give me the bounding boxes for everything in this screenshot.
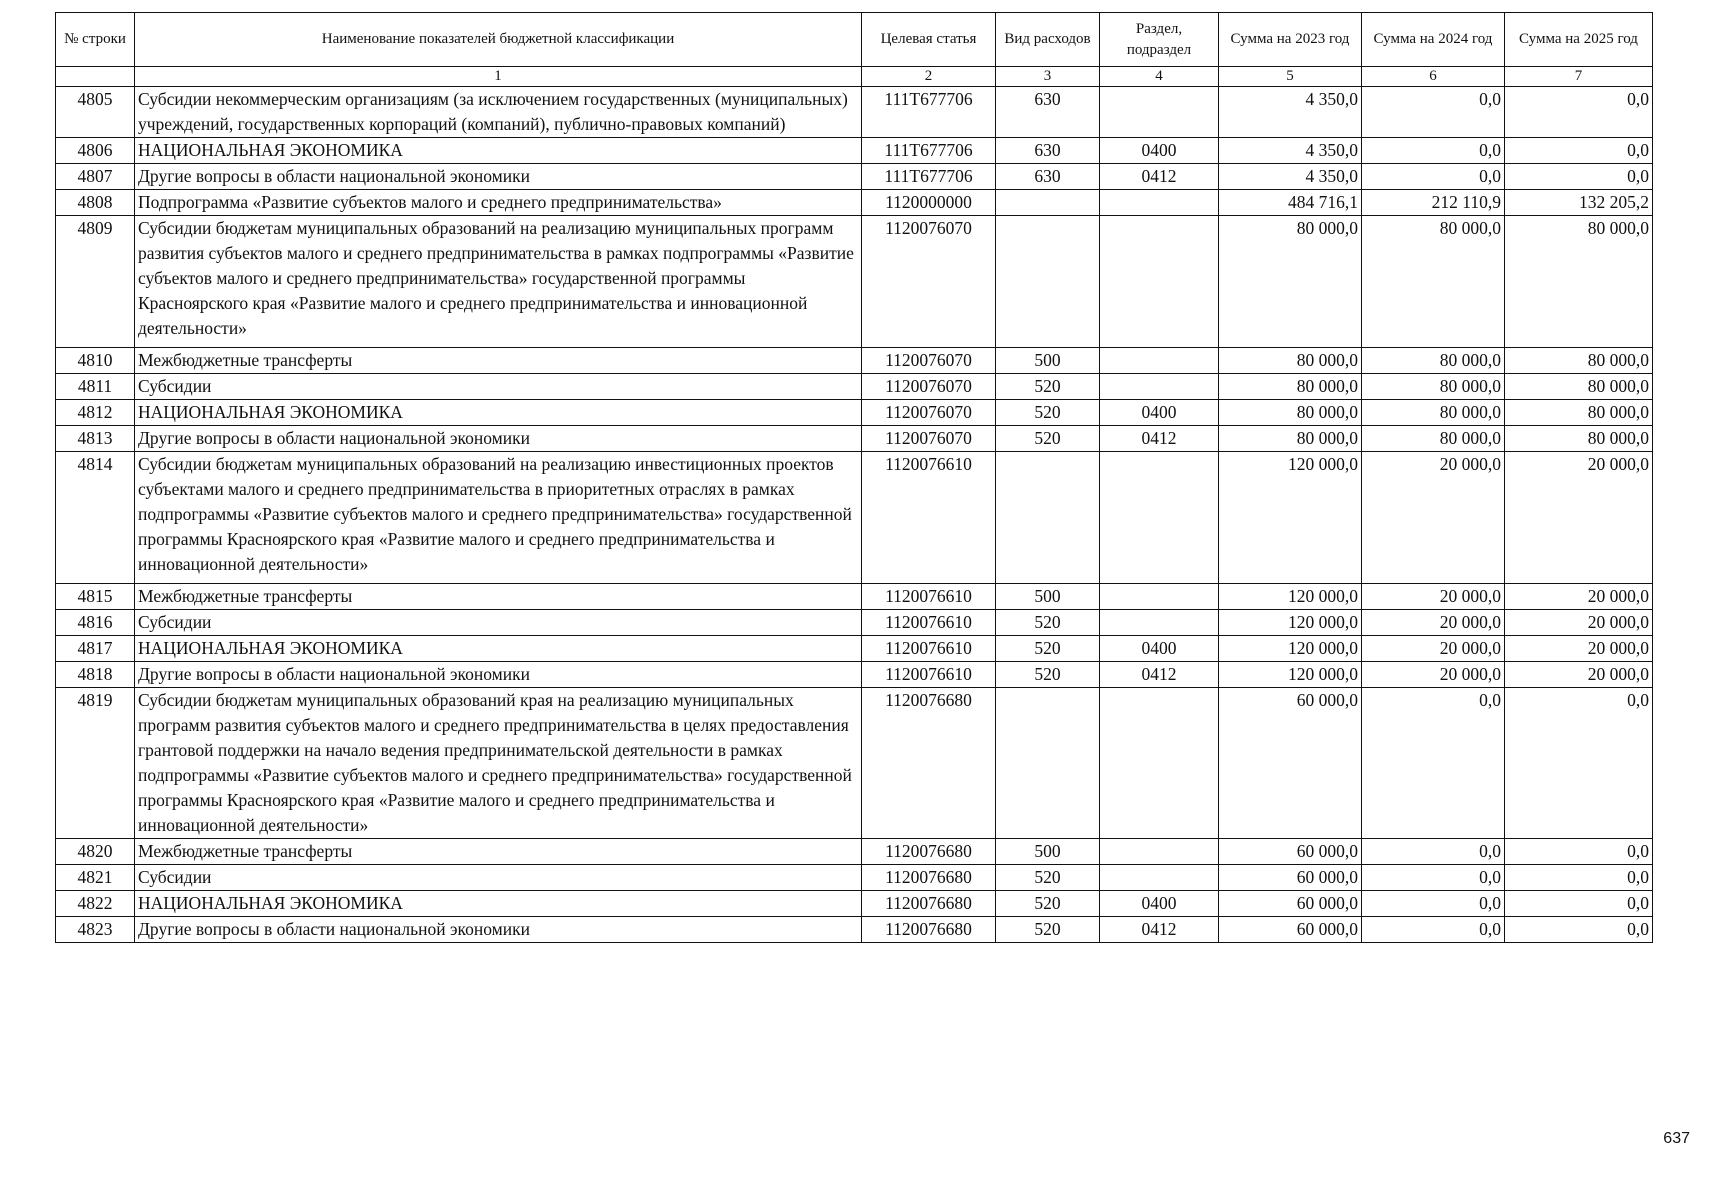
table-body — [56, 87, 1653, 943]
table-row — [56, 374, 1653, 400]
row-number: 4805 — [56, 87, 135, 138]
section-code: 0412 — [1100, 662, 1219, 688]
target-article: 1120076680 — [862, 839, 996, 865]
row-number: 4815 — [56, 584, 135, 610]
indicator-name: Межбюджетные трансферты — [135, 584, 862, 610]
sum-2024: 0,0 — [1362, 138, 1505, 164]
section-code — [1100, 452, 1219, 584]
row-number: 4823 — [56, 917, 135, 943]
indicator-name: Субсидии — [135, 374, 862, 400]
sum-2024: 0,0 — [1362, 891, 1505, 917]
row-number: 4816 — [56, 610, 135, 636]
table-row — [56, 917, 1653, 943]
indicator-name: Другие вопросы в области национальной экономики — [135, 917, 862, 943]
sum-2024: 0,0 — [1362, 87, 1505, 138]
section-code — [1100, 688, 1219, 839]
section-code — [1100, 865, 1219, 891]
sum-2024: 212 110,9 — [1362, 190, 1505, 216]
header-indicator-name: Наименование показателей бюджетной классификации — [135, 13, 862, 67]
header-expense-type: Вид расходов — [996, 13, 1100, 67]
sum-2025: 0,0 — [1505, 87, 1653, 138]
expense-type: 520 — [996, 610, 1100, 636]
table-row — [56, 452, 1653, 584]
sum-2024: 20 000,0 — [1362, 452, 1505, 584]
target-article: 1120076610 — [862, 610, 996, 636]
target-article: 1120076680 — [862, 891, 996, 917]
expense-type: 500 — [996, 584, 1100, 610]
table-row — [56, 216, 1653, 348]
header-row-number: № строки — [56, 13, 135, 67]
table-row — [56, 400, 1653, 426]
table-row — [56, 164, 1653, 190]
expense-type — [996, 688, 1100, 839]
target-article: 1120076680 — [862, 865, 996, 891]
column-number: 3 — [996, 67, 1100, 87]
indicator-name: Подпрограмма «Развитие субъектов малого и среднего предпринимательства» — [135, 190, 862, 216]
section-code: 0400 — [1100, 400, 1219, 426]
section-code: 0400 — [1100, 138, 1219, 164]
indicator-name: НАЦИОНАЛЬНАЯ ЭКОНОМИКА — [135, 891, 862, 917]
table-row — [56, 348, 1653, 374]
table-row — [56, 190, 1653, 216]
expense-type: 520 — [996, 400, 1100, 426]
table-row — [56, 584, 1653, 610]
sum-2023: 4 350,0 — [1219, 138, 1362, 164]
target-article: 1120076070 — [862, 348, 996, 374]
sum-2023: 120 000,0 — [1219, 452, 1362, 584]
row-number: 4812 — [56, 400, 135, 426]
target-article: 1120076070 — [862, 374, 996, 400]
expense-type — [996, 452, 1100, 584]
row-number: 4819 — [56, 688, 135, 839]
sum-2025: 132 205,2 — [1505, 190, 1653, 216]
row-number: 4807 — [56, 164, 135, 190]
target-article: 1120076070 — [862, 426, 996, 452]
sum-2024: 80 000,0 — [1362, 374, 1505, 400]
sum-2024: 80 000,0 — [1362, 216, 1505, 348]
column-number: 7 — [1505, 67, 1653, 87]
row-number: 4820 — [56, 839, 135, 865]
sum-2023: 80 000,0 — [1219, 348, 1362, 374]
sum-2023: 60 000,0 — [1219, 917, 1362, 943]
column-number: 4 — [1100, 67, 1219, 87]
column-number: 5 — [1219, 67, 1362, 87]
target-article: 1120076070 — [862, 400, 996, 426]
section-code — [1100, 190, 1219, 216]
row-number: 4822 — [56, 891, 135, 917]
section-code — [1100, 87, 1219, 138]
sum-2025: 80 000,0 — [1505, 348, 1653, 374]
sum-2025: 0,0 — [1505, 164, 1653, 190]
row-number: 4811 — [56, 374, 135, 400]
expense-type — [996, 190, 1100, 216]
indicator-name: Субсидии бюджетам муниципальных образований на реализацию инвестиционных проектов субъектами малого и среднего предпринимательства в приоритетных отраслях в рамках подпрограммы «Развитие субъектов малого и среднего предпринимательства» государственной программы Красноярского края «Развитие малого и среднего предпринимательства и инновационной деятельности» — [135, 452, 862, 584]
row-number: 4808 — [56, 190, 135, 216]
indicator-name: Субсидии некоммерческим организациям (за исключением государственных (муниципальных) учреждений, государственных корпораций (компаний), публично-правовых компаний) — [135, 87, 862, 138]
column-number: 1 — [135, 67, 862, 87]
target-article: 111Т677706 — [862, 164, 996, 190]
row-number: 4810 — [56, 348, 135, 374]
sum-2024: 0,0 — [1362, 917, 1505, 943]
header-sum-2025: Сумма на 2025 год — [1505, 13, 1653, 67]
sum-2024: 20 000,0 — [1362, 636, 1505, 662]
sum-2025: 80 000,0 — [1505, 216, 1653, 348]
table-row — [56, 839, 1653, 865]
target-article: 111Т677706 — [862, 87, 996, 138]
expense-type: 520 — [996, 865, 1100, 891]
section-code — [1100, 348, 1219, 374]
header-section: Раздел, подраздел — [1100, 13, 1219, 67]
expense-type: 630 — [996, 164, 1100, 190]
section-code: 0412 — [1100, 164, 1219, 190]
sum-2025: 20 000,0 — [1505, 584, 1653, 610]
sum-2023: 120 000,0 — [1219, 610, 1362, 636]
sum-2023: 60 000,0 — [1219, 839, 1362, 865]
table-row — [56, 138, 1653, 164]
indicator-name: НАЦИОНАЛЬНАЯ ЭКОНОМИКА — [135, 400, 862, 426]
expense-type: 520 — [996, 891, 1100, 917]
table-row — [56, 636, 1653, 662]
table-row — [56, 891, 1653, 917]
sum-2025: 0,0 — [1505, 839, 1653, 865]
table-row — [56, 426, 1653, 452]
section-code — [1100, 584, 1219, 610]
section-code: 0412 — [1100, 426, 1219, 452]
sum-2025: 0,0 — [1505, 917, 1653, 943]
sum-2024: 20 000,0 — [1362, 584, 1505, 610]
sum-2023: 120 000,0 — [1219, 636, 1362, 662]
expense-type: 520 — [996, 636, 1100, 662]
column-number-row — [56, 67, 1653, 87]
sum-2025: 0,0 — [1505, 891, 1653, 917]
section-code — [1100, 610, 1219, 636]
expense-type: 500 — [996, 348, 1100, 374]
header-sum-2024: Сумма на 2024 год — [1362, 13, 1505, 67]
sum-2025: 80 000,0 — [1505, 374, 1653, 400]
target-article: 1120076680 — [862, 917, 996, 943]
target-article: 111Т677706 — [862, 138, 996, 164]
row-number: 4817 — [56, 636, 135, 662]
sum-2023: 4 350,0 — [1219, 87, 1362, 138]
sum-2025: 0,0 — [1505, 688, 1653, 839]
section-code: 0412 — [1100, 917, 1219, 943]
sum-2025: 20 000,0 — [1505, 610, 1653, 636]
section-code — [1100, 216, 1219, 348]
target-article: 1120076610 — [862, 636, 996, 662]
column-number — [56, 67, 135, 87]
indicator-name: НАЦИОНАЛЬНАЯ ЭКОНОМИКА — [135, 636, 862, 662]
sum-2024: 0,0 — [1362, 865, 1505, 891]
sum-2024: 80 000,0 — [1362, 400, 1505, 426]
indicator-name: Другие вопросы в области национальной экономики — [135, 164, 862, 190]
sum-2023: 60 000,0 — [1219, 688, 1362, 839]
indicator-name: Другие вопросы в области национальной экономики — [135, 426, 862, 452]
sum-2023: 484 716,1 — [1219, 190, 1362, 216]
section-code: 0400 — [1100, 891, 1219, 917]
indicator-name: Субсидии бюджетам муниципальных образований края на реализацию муниципальных программ развития субъектов малого и среднего предпринимательства в целях предоставления грантовой поддержки на начало ведения предпринимательской деятельности в рамках подпрограммы «Развитие субъектов малого и среднего предпринимательства» государственной программы Красноярского края «Развитие малого и среднего предпринимательства и инновационной деятельности» — [135, 688, 862, 839]
row-number: 4814 — [56, 452, 135, 584]
target-article: 1120076680 — [862, 688, 996, 839]
indicator-name: Межбюджетные трансферты — [135, 839, 862, 865]
target-article: 1120076610 — [862, 452, 996, 584]
column-number: 2 — [862, 67, 996, 87]
indicator-name: Другие вопросы в области национальной экономики — [135, 662, 862, 688]
indicator-name: Субсидии бюджетам муниципальных образований на реализацию муниципальных программ развития субъектов малого и среднего предпринимательства в рамках подпрограммы «Развитие субъектов малого и среднего предпринимательства» государственной программы Красноярского края «Развитие малого и среднего предпринимательства и инновационной деятельности» — [135, 216, 862, 348]
row-number: 4813 — [56, 426, 135, 452]
table-row — [56, 87, 1653, 138]
sum-2025: 80 000,0 — [1505, 426, 1653, 452]
page-number: 637 — [1663, 1130, 1690, 1147]
sum-2023: 120 000,0 — [1219, 584, 1362, 610]
sum-2023: 60 000,0 — [1219, 891, 1362, 917]
sum-2023: 80 000,0 — [1219, 374, 1362, 400]
expense-type: 520 — [996, 662, 1100, 688]
sum-2024: 0,0 — [1362, 688, 1505, 839]
section-code: 0400 — [1100, 636, 1219, 662]
table-row — [56, 662, 1653, 688]
sum-2025: 20 000,0 — [1505, 452, 1653, 584]
target-article: 1120076610 — [862, 662, 996, 688]
sum-2023: 80 000,0 — [1219, 426, 1362, 452]
section-code — [1100, 374, 1219, 400]
header-sum-2023: Сумма на 2023 год — [1219, 13, 1362, 67]
expense-type: 520 — [996, 426, 1100, 452]
row-number: 4821 — [56, 865, 135, 891]
budget-table — [55, 12, 1653, 943]
sum-2024: 0,0 — [1362, 164, 1505, 190]
target-article: 1120000000 — [862, 190, 996, 216]
table-row — [56, 688, 1653, 839]
indicator-name: Субсидии — [135, 865, 862, 891]
indicator-name: Субсидии — [135, 610, 862, 636]
expense-type: 520 — [996, 374, 1100, 400]
sum-2023: 120 000,0 — [1219, 662, 1362, 688]
target-article: 1120076070 — [862, 216, 996, 348]
table-row — [56, 610, 1653, 636]
row-number: 4809 — [56, 216, 135, 348]
sum-2024: 20 000,0 — [1362, 662, 1505, 688]
column-number: 6 — [1362, 67, 1505, 87]
sum-2024: 80 000,0 — [1362, 426, 1505, 452]
sum-2023: 80 000,0 — [1219, 216, 1362, 348]
sum-2025: 20 000,0 — [1505, 662, 1653, 688]
header-target-article: Целевая статья — [862, 13, 996, 67]
sum-2024: 0,0 — [1362, 839, 1505, 865]
sum-2023: 60 000,0 — [1219, 865, 1362, 891]
expense-type — [996, 216, 1100, 348]
table-row — [56, 865, 1653, 891]
table-header-row — [56, 13, 1653, 67]
sum-2025: 20 000,0 — [1505, 636, 1653, 662]
sum-2025: 0,0 — [1505, 865, 1653, 891]
row-number: 4806 — [56, 138, 135, 164]
indicator-name: Межбюджетные трансферты — [135, 348, 862, 374]
sum-2024: 20 000,0 — [1362, 610, 1505, 636]
sum-2023: 4 350,0 — [1219, 164, 1362, 190]
sum-2025: 0,0 — [1505, 138, 1653, 164]
expense-type: 520 — [996, 917, 1100, 943]
sum-2025: 80 000,0 — [1505, 400, 1653, 426]
section-code — [1100, 839, 1219, 865]
row-number: 4818 — [56, 662, 135, 688]
expense-type: 630 — [996, 138, 1100, 164]
indicator-name: НАЦИОНАЛЬНАЯ ЭКОНОМИКА — [135, 138, 862, 164]
expense-type: 500 — [996, 839, 1100, 865]
target-article: 1120076610 — [862, 584, 996, 610]
sum-2024: 80 000,0 — [1362, 348, 1505, 374]
sum-2023: 80 000,0 — [1219, 400, 1362, 426]
expense-type: 630 — [996, 87, 1100, 138]
